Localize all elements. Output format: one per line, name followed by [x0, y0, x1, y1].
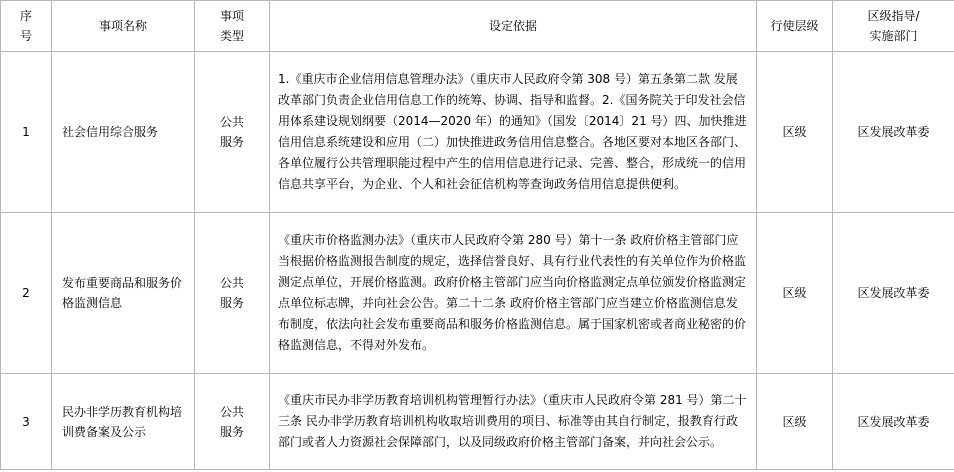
- row-name: 社会信用综合服务: [52, 52, 195, 213]
- row-basis: 1.《重庆市企业信用信息管理办法》（重庆市人民政府令第 308 号）第五条第二款 发展改革部门负责企业信用信息工作的统筹、协调、指导和监督。2.《国务院关于印发社会信用体系建设规划纲要（2014—2020 年）的通知》（国发〔2014〕21 号）四、加快推进信用信息系统建设和应用（二）加快推进政务信用信息整合。各地区要对本地区各部门、各单位履行公共管理职能过程中产生的信用信息进行记录、完善、整合，形成统一的信用信息共享平台，为企业、个人和社会征信机构等查询政务信用信息提供便利。: [270, 52, 757, 213]
- table-row: [1, 52, 954, 213]
- row-basis: 《重庆市价格监测办法》（重庆市人民政府令第 280 号）第十一条 政府价格主管部门应当根据价格监测报告制度的规定，选择信誉良好、具有行业代表性的有关单位作为价格监测定点单位，开展价格监测。政府价格主管部门应当向价格监测定点单位颁发价格监测定点单位标志牌，并向社会公告。第二十二条 政府价格主管部门应当建立价格监测信息发布制度，依法向社会发布重要商品和服务价格监测信息。属于国家机密或者商业秘密的价格监测信息，不得对外发布。: [270, 213, 757, 374]
- header-no: 序 号: [1, 1, 52, 52]
- row-level: 区级: [757, 374, 833, 470]
- row-level: 区级: [757, 213, 833, 374]
- header-basis: 设定依据: [270, 1, 757, 52]
- row-dept: 区发展改革委: [833, 374, 954, 470]
- row-no: 1: [1, 52, 52, 213]
- row-dept: 区发展改革委: [833, 213, 954, 374]
- row-no: 2: [1, 213, 52, 374]
- header-type: 事项 类型: [195, 1, 270, 52]
- header-row: [1, 1, 954, 52]
- row-basis: 《重庆市民办非学历教育培训机构管理暂行办法》（重庆市人民政府令第 281 号）第二十三条 民办非学历教育培训机构收取培训费用的项目、标准等由其自行制定，报教育行政部门或者人力资源社会保障部门，以及同级政府价格主管部门备案，并向社会公示。: [270, 374, 757, 470]
- row-dept: 区发展改革委: [833, 52, 954, 213]
- header-dept: 区级指导/ 实施部门: [833, 1, 954, 52]
- header-name: 事项名称: [52, 1, 195, 52]
- row-name: 民办非学历教育机构培训费备案及公示: [52, 374, 195, 470]
- row-type: 公共 服务: [195, 52, 270, 213]
- table-row: [1, 374, 954, 470]
- row-level: 区级: [757, 52, 833, 213]
- row-type: 公共 服务: [195, 374, 270, 470]
- row-no: 3: [1, 374, 52, 470]
- row-type: 公共 服务: [195, 213, 270, 374]
- header-level: 行使层级: [757, 1, 833, 52]
- row-name: 发布重要商品和服务价格监测信息: [52, 213, 195, 374]
- table-row: [1, 213, 954, 374]
